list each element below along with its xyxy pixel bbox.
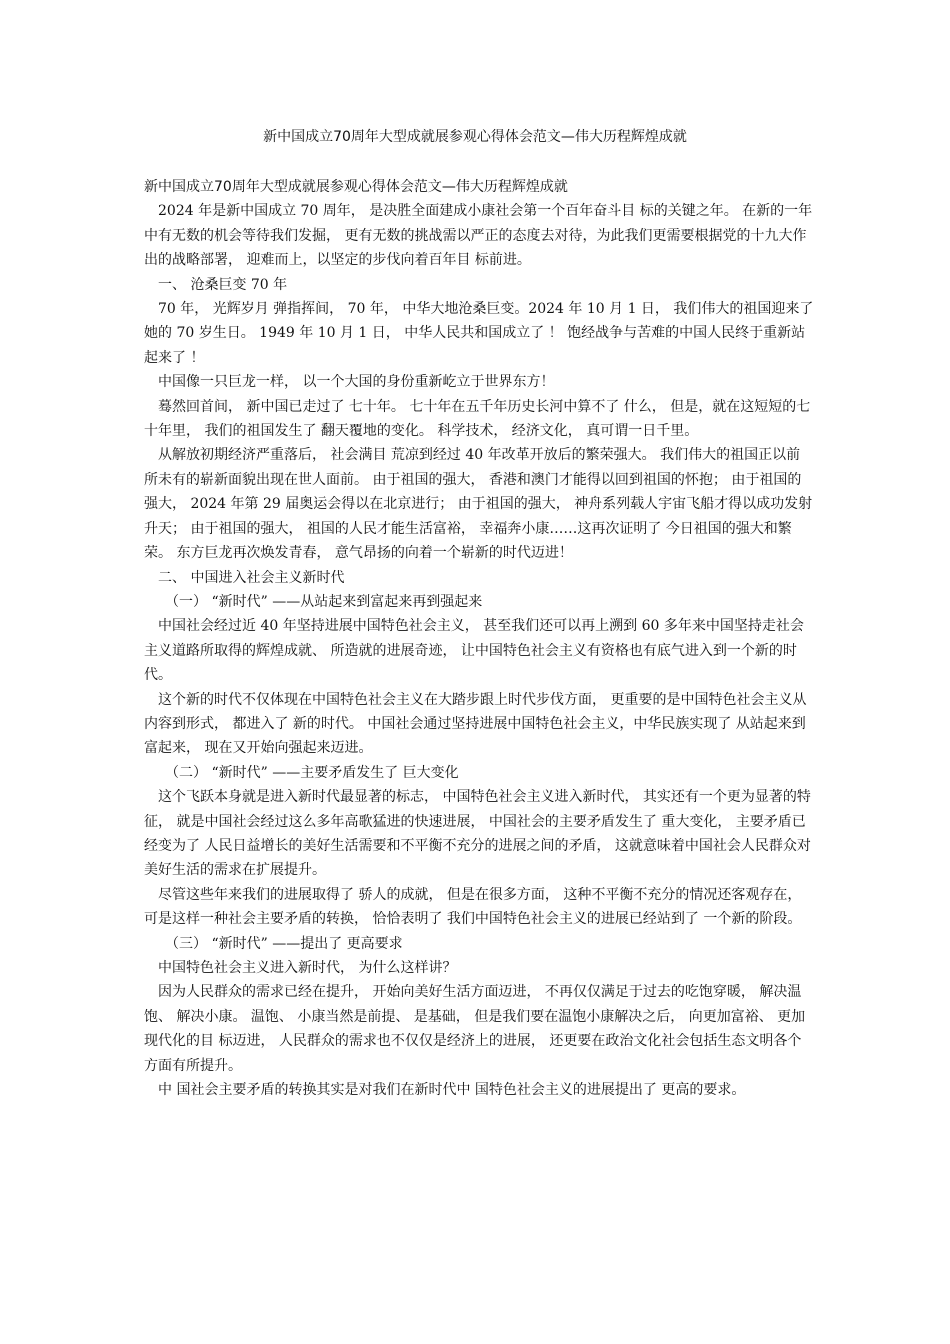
paragraph: 中国像一只巨龙一样， 以一个大国的身份重新屹立于世界东方！ — [158, 374, 555, 391]
document-title: 新中国成立70周年大型成就展参观心得体会范文—伟大历程辉煌成就 — [263, 129, 687, 145]
subsection-heading-3: （三） “新时代” ——提出了 更高要求 — [165, 935, 403, 952]
paragraph: 这个新的时代不仅体现在中国特色社会主义在大踏步跟上时代步伐方面， 更重要的是中国特色社会主义从内容到形式， 都进入了 新的时代。 中国社会通过坚持进展中国特色社会主义，中华民族实现了 从站起来到富起来， 现在又开始向强起来迈进。 — [144, 691, 807, 757]
paragraph: 因为人民群众的需求已经在提升， 开始向美好生活方面迈进， 不再仅仅满足于过去的吃饱穿暖， 解决温饱、 解决小康。 温饱、 小康当然是前提、 是基础， 但是我们要在温饱小康解决之后， 向更加富裕、 更加现代化的目 标迈进， 人民群众的需求也不仅仅是经济上的进展， 还更要在政治文化社会包括生态文明各个方面有所提升。 — [144, 984, 806, 1074]
paragraph: 中国社会经过近 40 年坚持进展中国特色社会主义， 甚至我们还可以再上溯到 60 多年来中国坚持走社会主义道路所取得的辉煌成就、 所造就的进展奇迹， 让中国特色社会主义有资格也有底气进入到一个新的时代。 — [144, 618, 804, 684]
paragraph: 中国特色社会主义进入新时代， 为什么这样讲？ — [158, 960, 457, 976]
paragraph: 70 年， 光辉岁月 弹指挥间， 70 年， 中华大地沧桑巨变。2024 年 10 月 1 日， 我们伟大的祖国迎来了 她的 70 岁生日。 1949 年 10 月 1 日， 中华人民共和国成立了 ！ 饱经战争与苦难的中国人民终于重新站起来了 ！ — [144, 301, 814, 366]
paragraph: 从解放初期经济严重落后， 社会满目 荒凉到经过 40 年改革开放后的繁荣强大。 我们伟大的祖国正以前所未有的崭新面貌出现在世人面前。 由于祖国的强大， 香港和澳门才能得以回到祖国的怀抱； 由于祖国的强大， 2024 年第 29 届奥运会得以在北京进行； 由于祖国的强大， 神舟系列载人宇宙飞船才得以成功发射升天； 由于祖国的强大， 祖国的人民才能生活富裕， 幸福奔小康……这再次证明了 今日祖国的强大和繁荣。 东方巨龙再次焕发青春， 意气昂扬的向着一个崭新的时代迈进！ — [144, 447, 813, 562]
paragraph: 尽管这些年来我们的进展取得了 骄人的成就， 但是在很多方面， 这种不平衡不充分的情况还客观存在， 可是这样一种社会主要矛盾的转换， 恰恰表明了 我们中国特色社会主义的进展已经站到了 一个新的阶段。 — [144, 886, 802, 928]
document-body — [144, 175, 814, 1102]
section-heading-2: 二、 中国进入社会主义新时代 — [158, 569, 345, 586]
intro-paragraph: 2024 年是新中国成立 70 周年， 是决胜全面建成小康社会第一个百年奋斗目 标的关键之年。 在新的一年中有无数的机会等待我们发掘， 更有无数的挑战需以严正的态度去对待，为此我们更需要根据党的十九大作出的战略部署， 迎难而上，以坚定的步伐向着百年目 标前进。 — [144, 203, 813, 269]
subsection-heading-2: （二） “新时代” ——主要矛盾发生了 巨大变化 — [165, 764, 459, 781]
paragraph: 中 国社会主要矛盾的转换其实是对我们在新时代中 国特色社会主义的进展提出了 更高的要求。 — [158, 1082, 746, 1099]
section-heading-1: 一、 沧桑巨变 70 年 — [158, 276, 288, 293]
paragraph: 这个飞跃本身就是进入新时代最显著的标志， 中国特色社会主义进入新时代， 其实还有一个更为显著的特征， 就是中国社会经过这么多年高歌猛进的快速进展， 中国社会的主要矛盾发生了 重大变化， 主要矛盾已经变为了 人民日益增长的美好生活需要和不平衡不充分的进展之间的矛盾， 这就意味着中国社会人民群众对美好生活的需求在扩展提升。 — [144, 789, 811, 879]
paragraph: 蓦然回首间， 新中国已走过了 七十年。 七十年在五千年历史长河中算不了 什么， 但是，就在这短短的七十年里， 我们的祖国发生了 翻天覆地的变化。 科学技术， 经济文化， 真可谓一日千里。 — [144, 398, 811, 440]
subsection-heading-1: （一） “新时代” ——从站起来到富起来再到强起来 — [165, 593, 483, 610]
document-subtitle: 新中国成立70周年大型成就展参观心得体会范文—伟大历程辉煌成就 — [144, 179, 568, 195]
